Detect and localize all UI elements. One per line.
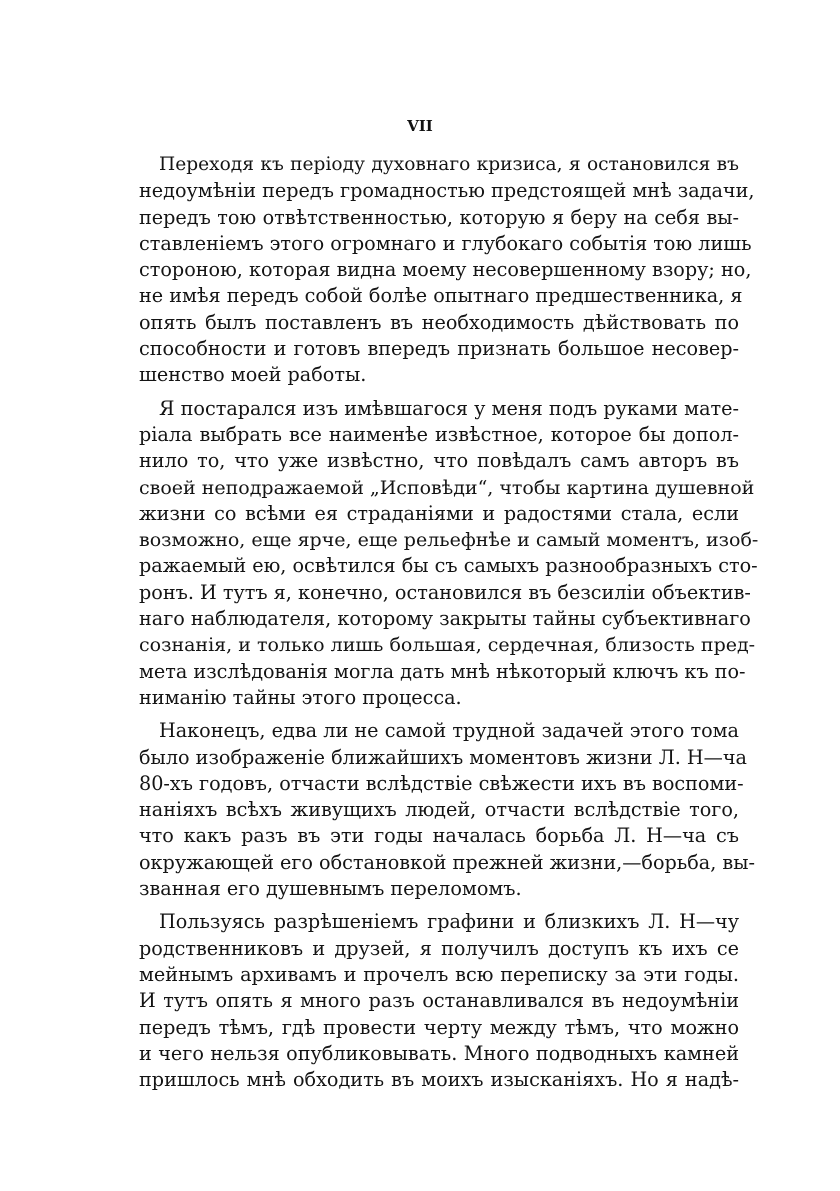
- text-line: Пользуясь разрѣшеніемъ графини и близкихъ Л. Н—чу: [159, 910, 739, 934]
- text-line: Я постарался изъ имѣвшагося у меня подъ руками мате-: [159, 396, 739, 420]
- text-line: и чего нельзя опубликовывать. Много подводныхъ камней: [139, 1041, 739, 1065]
- text-line: было изображеніе ближайшихъ моментовъ жизни Л. Н—ча: [139, 745, 747, 769]
- text-line: мета изслѣдованія могла дать мнѣ нѣкоторый ключъ къ по-: [139, 659, 746, 683]
- text-line: 80-хъ годовъ, отчасти вслѣдствіе свѣжести ихъ въ воспоми-: [139, 771, 744, 795]
- paragraph: [139, 718, 755, 902]
- text-line: родственниковъ и друзей, я получилъ доступъ къ ихъ се: [139, 936, 739, 960]
- text-line: ріала выбрать все наименѣе извѣстное, которое бы допол-: [139, 422, 739, 446]
- text-line: окружающей его обстановкой прежней жизни,—борьба, вы-: [139, 850, 755, 874]
- text-line: ронъ. И тутъ я, конечно, остановился въ безсиліи объектив-: [139, 580, 751, 604]
- text-line: недоумѣніи передъ громадностью предстоящей мнѣ задачи,: [139, 179, 755, 203]
- text-line: жизни со всѣми ея страданіями и радостями стала, если: [139, 501, 739, 525]
- text-line: шенство моей работы.: [139, 363, 367, 387]
- text-line: опять былъ поставленъ въ необходимость дѣйствовать по: [139, 310, 739, 334]
- text-line: способности и готовъ впередъ признать большое несовер-: [139, 337, 739, 361]
- text-line: мейнымъ архивамъ и прочелъ всю переписку за эти годы.: [139, 962, 739, 986]
- text-line: И тутъ опять я много разъ останавливался въ недоумѣніи: [139, 989, 739, 1013]
- text-line: ражаемый ею, освѣтился бы съ самыхъ разнообразныхъ сто-: [139, 554, 758, 578]
- text-line: Наконецъ, едва ли не самой трудной задачей этого тома: [159, 719, 739, 743]
- text-line: пришлось мнѣ обходить въ моихъ изысканіяхъ. Но я надѣ-: [139, 1068, 739, 1092]
- text-line: наніяхъ всѣхъ живущихъ людей, отчасти вслѣдствіе того,: [139, 798, 739, 822]
- page-number: VII: [407, 117, 433, 135]
- paragraph: [139, 152, 755, 389]
- paragraph: [139, 909, 739, 1093]
- text-line: своей неподражаемой „Исповѣди“, чтобы картина душевной: [139, 476, 755, 499]
- text-line: ниманію тайны этого процесса.: [139, 685, 462, 709]
- text-line: ставленіемъ этого огромнаго и глубокаго событія тою лишь: [139, 231, 752, 255]
- text-line: нило то, что уже извѣстно, что повѣдалъ самъ авторъ въ: [139, 449, 739, 473]
- text-line: Переходя къ періоду духовнаго кризиса, я остановился въ: [159, 154, 739, 175]
- paragraph: [139, 396, 759, 712]
- text-line: стороною, которая видна моему несовершенному взору; но,: [139, 258, 752, 282]
- text-line: возможно, еще ярче, еще рельефнѣе и самый моментъ, изоб-: [139, 529, 759, 552]
- text-line: передъ тѣмъ, гдѣ провести черту между тѣмъ, что можно: [139, 1015, 739, 1039]
- text-line: наго наблюдателя, которому закрыты тайны субъективнаго: [139, 607, 751, 631]
- text-line: сознанія, и только лишь большая, сердечная, близость пред-: [139, 634, 756, 657]
- text-line: званная его душевнымъ переломомъ.: [139, 877, 522, 901]
- text-line: передъ тою отвѣтственностью, которую я беру на себя вы-: [139, 205, 739, 229]
- body-text: [139, 152, 759, 1100]
- text-line: не имѣя передъ собой болѣе опытнаго предшественника, я: [139, 284, 743, 308]
- text-line: что какъ разъ въ эти годы началась борьба Л. Н—ча съ: [139, 824, 739, 848]
